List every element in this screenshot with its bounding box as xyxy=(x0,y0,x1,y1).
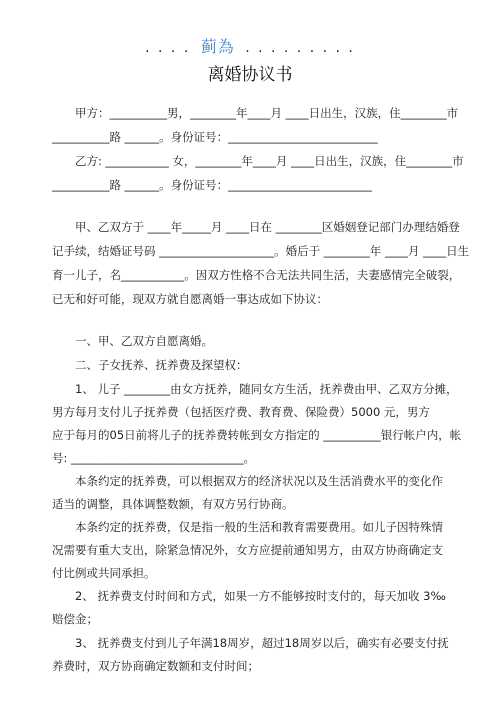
special-para-line-1: 本条约定的抚养费，仅是指一般的生活和教育需要费用。如儿子因特殊情 xyxy=(75,520,443,534)
party-a-line-1: 甲方：__________男，________年____月 ____日出生，汉族，住________市 xyxy=(75,106,459,120)
adjust-para-line-2: 适当的调整，具体调整数额，有双方另行协商。 xyxy=(52,497,294,511)
intro-line-3: 育一儿子，名___________。因双方性格不合无法共同生活，夫妻感情完全破裂， xyxy=(52,268,461,282)
clause-2-1-line-1: 1、 儿子 ________由女方抚养，随同女方生活，抚养费由甲、乙双方分摊， xyxy=(75,382,458,396)
document-header xyxy=(0,34,500,57)
intro-line-1: 甲、乙双方于 ____年_____月 ____日在 ________区婚姻登记部门办理结婚登 xyxy=(75,220,460,234)
clause-2-1-line-4: 号: ______________________________。 xyxy=(52,451,256,465)
clause-2-heading: 二、子女抚养、抚养费及探望权： xyxy=(75,358,248,372)
clause-2-2-line-1: 2、 抚养费支付时间和方式，如果一方不能够按时支付的，每天加收 3‰ xyxy=(75,589,446,603)
clause-1-heading: 一、甲、乙双方自愿离婚。 xyxy=(75,334,213,348)
party-b-line-1: 乙方: ___________ 女，________年____月 ____日出生，汉族，住________市 xyxy=(75,154,464,168)
clause-2-1-line-3: 应于每月的05日前将儿子的抚养费转帐到女方指定的 __________银行帐户内，帐 xyxy=(52,428,462,442)
special-para-line-3: 付比例或共同承担。 xyxy=(52,566,156,580)
clause-2-2-line-2: 赔偿金； xyxy=(52,612,98,626)
header-dots-left: . . . . xyxy=(145,40,191,56)
header-dots-right: . . . . . . . . . xyxy=(245,40,355,56)
clause-2-1-line-2: 男方每月支付儿子抚养费（包括医疗费、教育费、保险费）5000 元，男方 xyxy=(52,405,430,419)
special-para-line-2: 况需要有重大支出，除紧急情况外，女方应提前通知男方，由双方协商确定支 xyxy=(52,543,443,557)
intro-line-2: 记手续，结婚证号码 ____________________。婚后于 ________年 ____月 ____日生 xyxy=(52,244,470,258)
clause-2-3-line-1: 3、 抚养费支付到儿子年满18周岁，超过18周岁以后，确实有必要支付抚 xyxy=(75,636,449,650)
document-title: 离婚协议书 xyxy=(207,65,293,85)
party-a-line-2: __________路 ______。身份证号：__________________________ xyxy=(52,130,378,144)
party-b-line-2: __________路 ______。身份证号：_________________________ xyxy=(52,178,372,192)
intro-line-4: 已无和好可能，现双方就自愿离婚一事达成如下协议： xyxy=(52,292,328,306)
adjust-para-line-1: 本条约定的抚养费，可以根据双方的经济状况以及生活消费水平的变化作 xyxy=(75,474,443,488)
clause-2-3-line-2: 养费时，双方协商确定数额和支付时间； xyxy=(52,659,259,673)
header-logo: 蓟為 xyxy=(200,37,235,56)
